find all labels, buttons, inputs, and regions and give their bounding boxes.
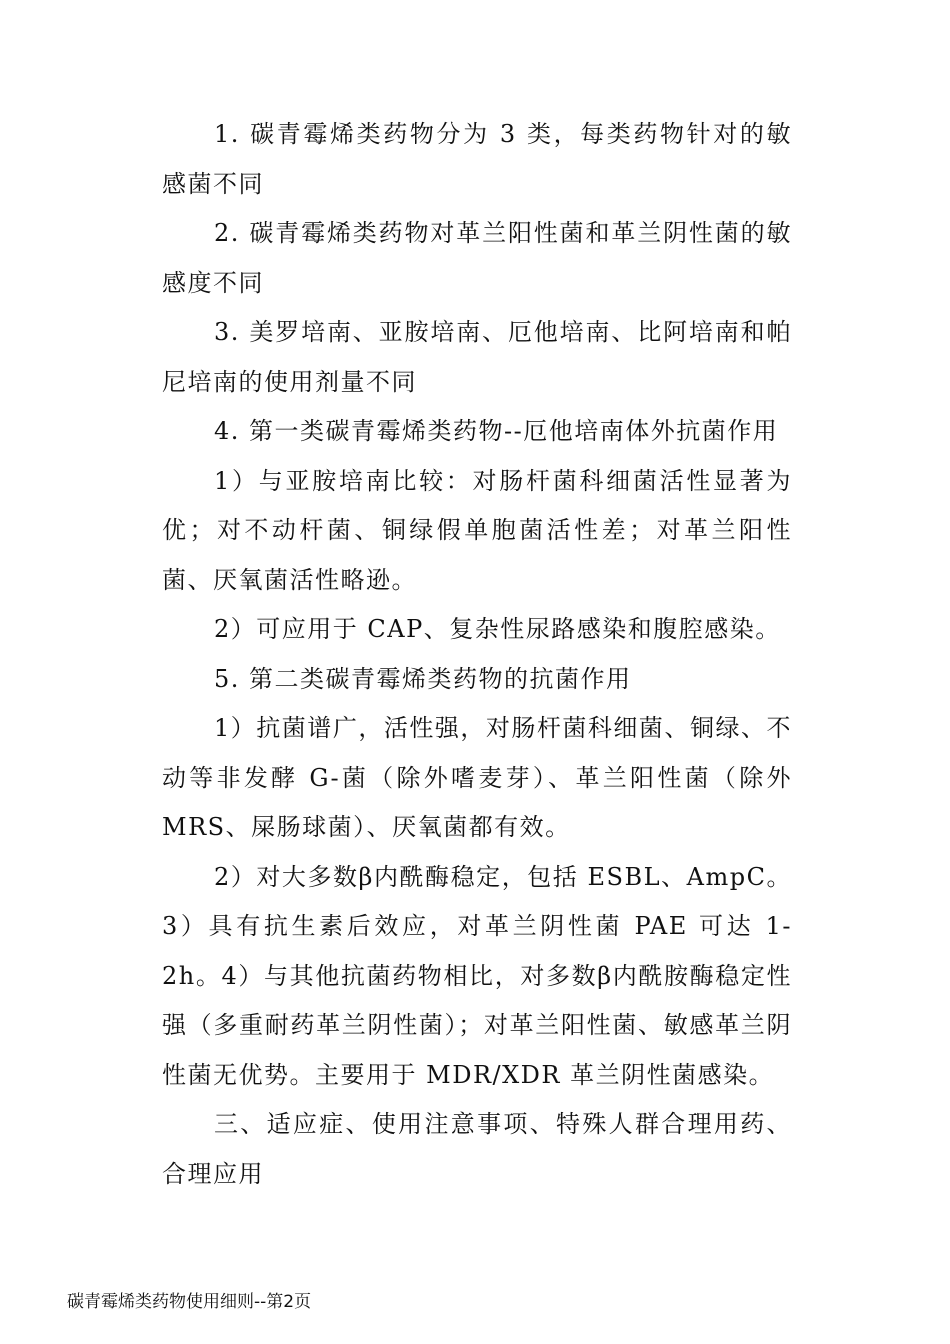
paragraph-8: 1）抗菌谱广，活性强，对肠杆菌科细菌、铜绿、不动等非发酵 G-菌（除外嗜麦芽）、革兰阳性菌（除外 MRS、屎肠球菌）、厌氧菌都有效。 [162,714,792,841]
page-footer: 碳青霉烯类药物使用细则--第2页 [67,1292,312,1312]
paragraph-9: 2）对大多数β内酰酶稳定，包括 ESBL、AmpC。3）具有抗生素后效应，对革兰阴性菌 PAE 可达 1-2h。4）与其他抗菌药物相比，对多数β内酰胺酶稳定性强（多重耐药革兰阴性菌）；对革兰阳性菌、敏感革兰阴性菌无优势。主要用于 MDR/XDR 革兰阴性菌感染。 [162,862,792,1089]
paragraph-3: 3. 美罗培南、亚胺培南、厄他培南、比阿培南和帕尼培南的使用剂量不同 [162,318,792,396]
paragraph-5: 1）与亚胺培南比较：对肠杆菌科细菌活性显著为优；对不动杆菌、铜绿假单胞菌活性差；对革兰阳性菌、厌氧菌活性略逊。 [162,466,792,594]
paragraph-1: 1. 碳青霉烯类药物分为 3 类，每类药物针对的敏感菌不同 [162,120,792,198]
paragraph-7: 5. 第二类碳青霉烯类药物的抗菌作用 [214,664,632,693]
paragraph-10: 三、适应症、使用注意事项、特殊人群合理用药、合理应用 [162,1110,792,1188]
paragraph-4: 4. 第一类碳青霉烯类药物--厄他培南体外抗菌作用 [214,417,779,445]
paragraph-6: 2）可应用于 CAP、复杂性尿路感染和腹腔感染。 [214,615,781,643]
paragraph-2: 2. 碳青霉烯类药物对革兰阳性菌和革兰阴性菌的敏感度不同 [162,219,792,297]
document-body [162,110,792,1199]
